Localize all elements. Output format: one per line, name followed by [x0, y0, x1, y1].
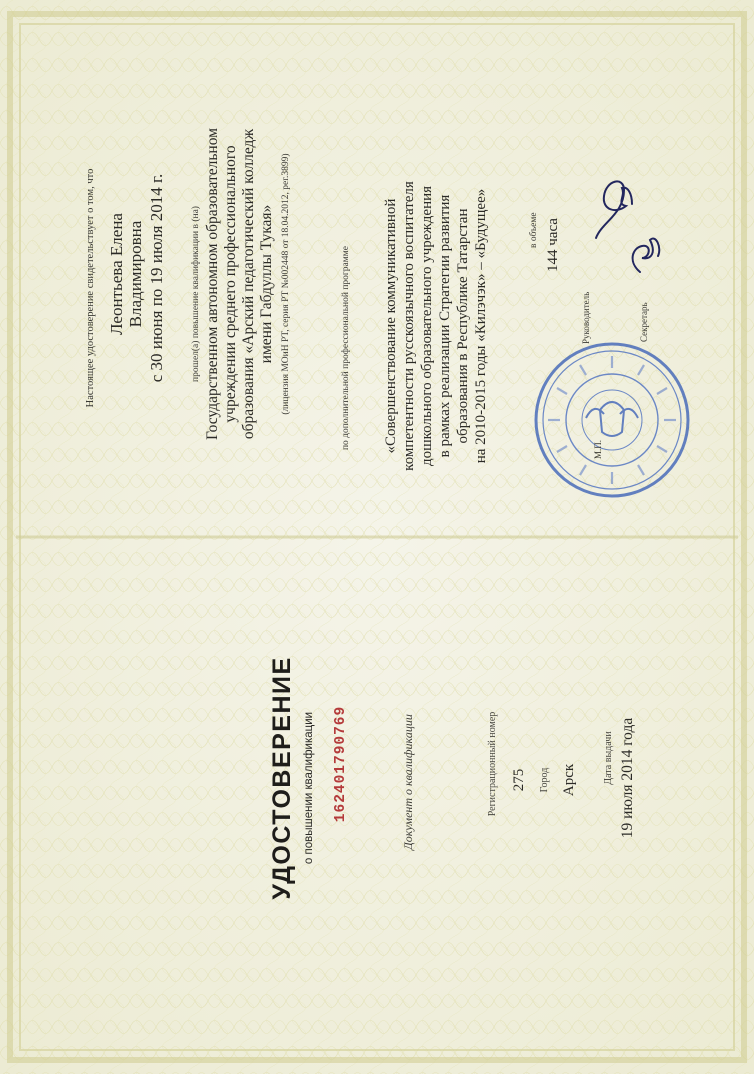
program-line-4: в рамках реализации Стратегии развития	[437, 194, 453, 458]
secretary-label: Секретарь	[639, 302, 649, 342]
certificate-subtitle: о повышении квалификации	[303, 711, 315, 865]
city-label: Город	[539, 767, 550, 793]
director-label: Руководитель	[581, 291, 591, 344]
program-line-1: «Совершенствование коммуникативной	[383, 198, 399, 454]
document-type: Документ о квалификации	[401, 714, 415, 850]
program-line-5: образования в Республике Татарстан	[455, 208, 471, 444]
certificate-title: УДОСТОВЕРЕНИЕ	[268, 656, 296, 900]
intro-text: Настоящее удостоверение свидетельствует о том, что	[85, 168, 96, 408]
passed-note: прошел(а) повышение квалификации в (на)	[191, 206, 201, 382]
holder-name-line2: Владимировна	[126, 220, 145, 328]
license-note: (лицензия МОиН РТ, серия РТ №002448 от 18.04.2012, рег.3899)	[281, 153, 291, 415]
city-value: Арск	[561, 763, 577, 797]
stamp-place-label: М.П.	[593, 439, 603, 459]
serial-number: 162401790769	[333, 705, 349, 823]
institution-line-2: учреждении среднего профессионального	[222, 145, 239, 423]
program-line-3: дошкольного образовательного учреждения	[419, 185, 435, 467]
institution-line-4: имени Габдуллы Тукая»	[258, 204, 275, 364]
registration-label: Регистрационный номер	[487, 711, 498, 817]
volume-value: 144 часа	[545, 218, 561, 272]
volume-label: в объеме	[529, 212, 539, 248]
institution-line-3: образования «Арский педагогический колледж	[240, 128, 257, 440]
holder-name-line1: Леонтьева Елена	[107, 213, 126, 335]
institution-line-1: Государственном автономном образовательном	[204, 128, 221, 440]
program-line-2: компетентности русскоязычного воспитателя	[401, 181, 417, 471]
training-period: с 30 июня по 19 июля 2014 г.	[147, 173, 166, 383]
program-line-6: на 2010-2015 годы «Килэчэк» – «Будущее»	[473, 188, 489, 464]
issue-date-label: Дата выдачи	[603, 731, 614, 785]
issue-date: 19 июля 2014 года	[619, 717, 636, 839]
registration-number: 275	[511, 768, 527, 792]
program-note: по дополнительной профессиональной программе	[341, 245, 351, 451]
